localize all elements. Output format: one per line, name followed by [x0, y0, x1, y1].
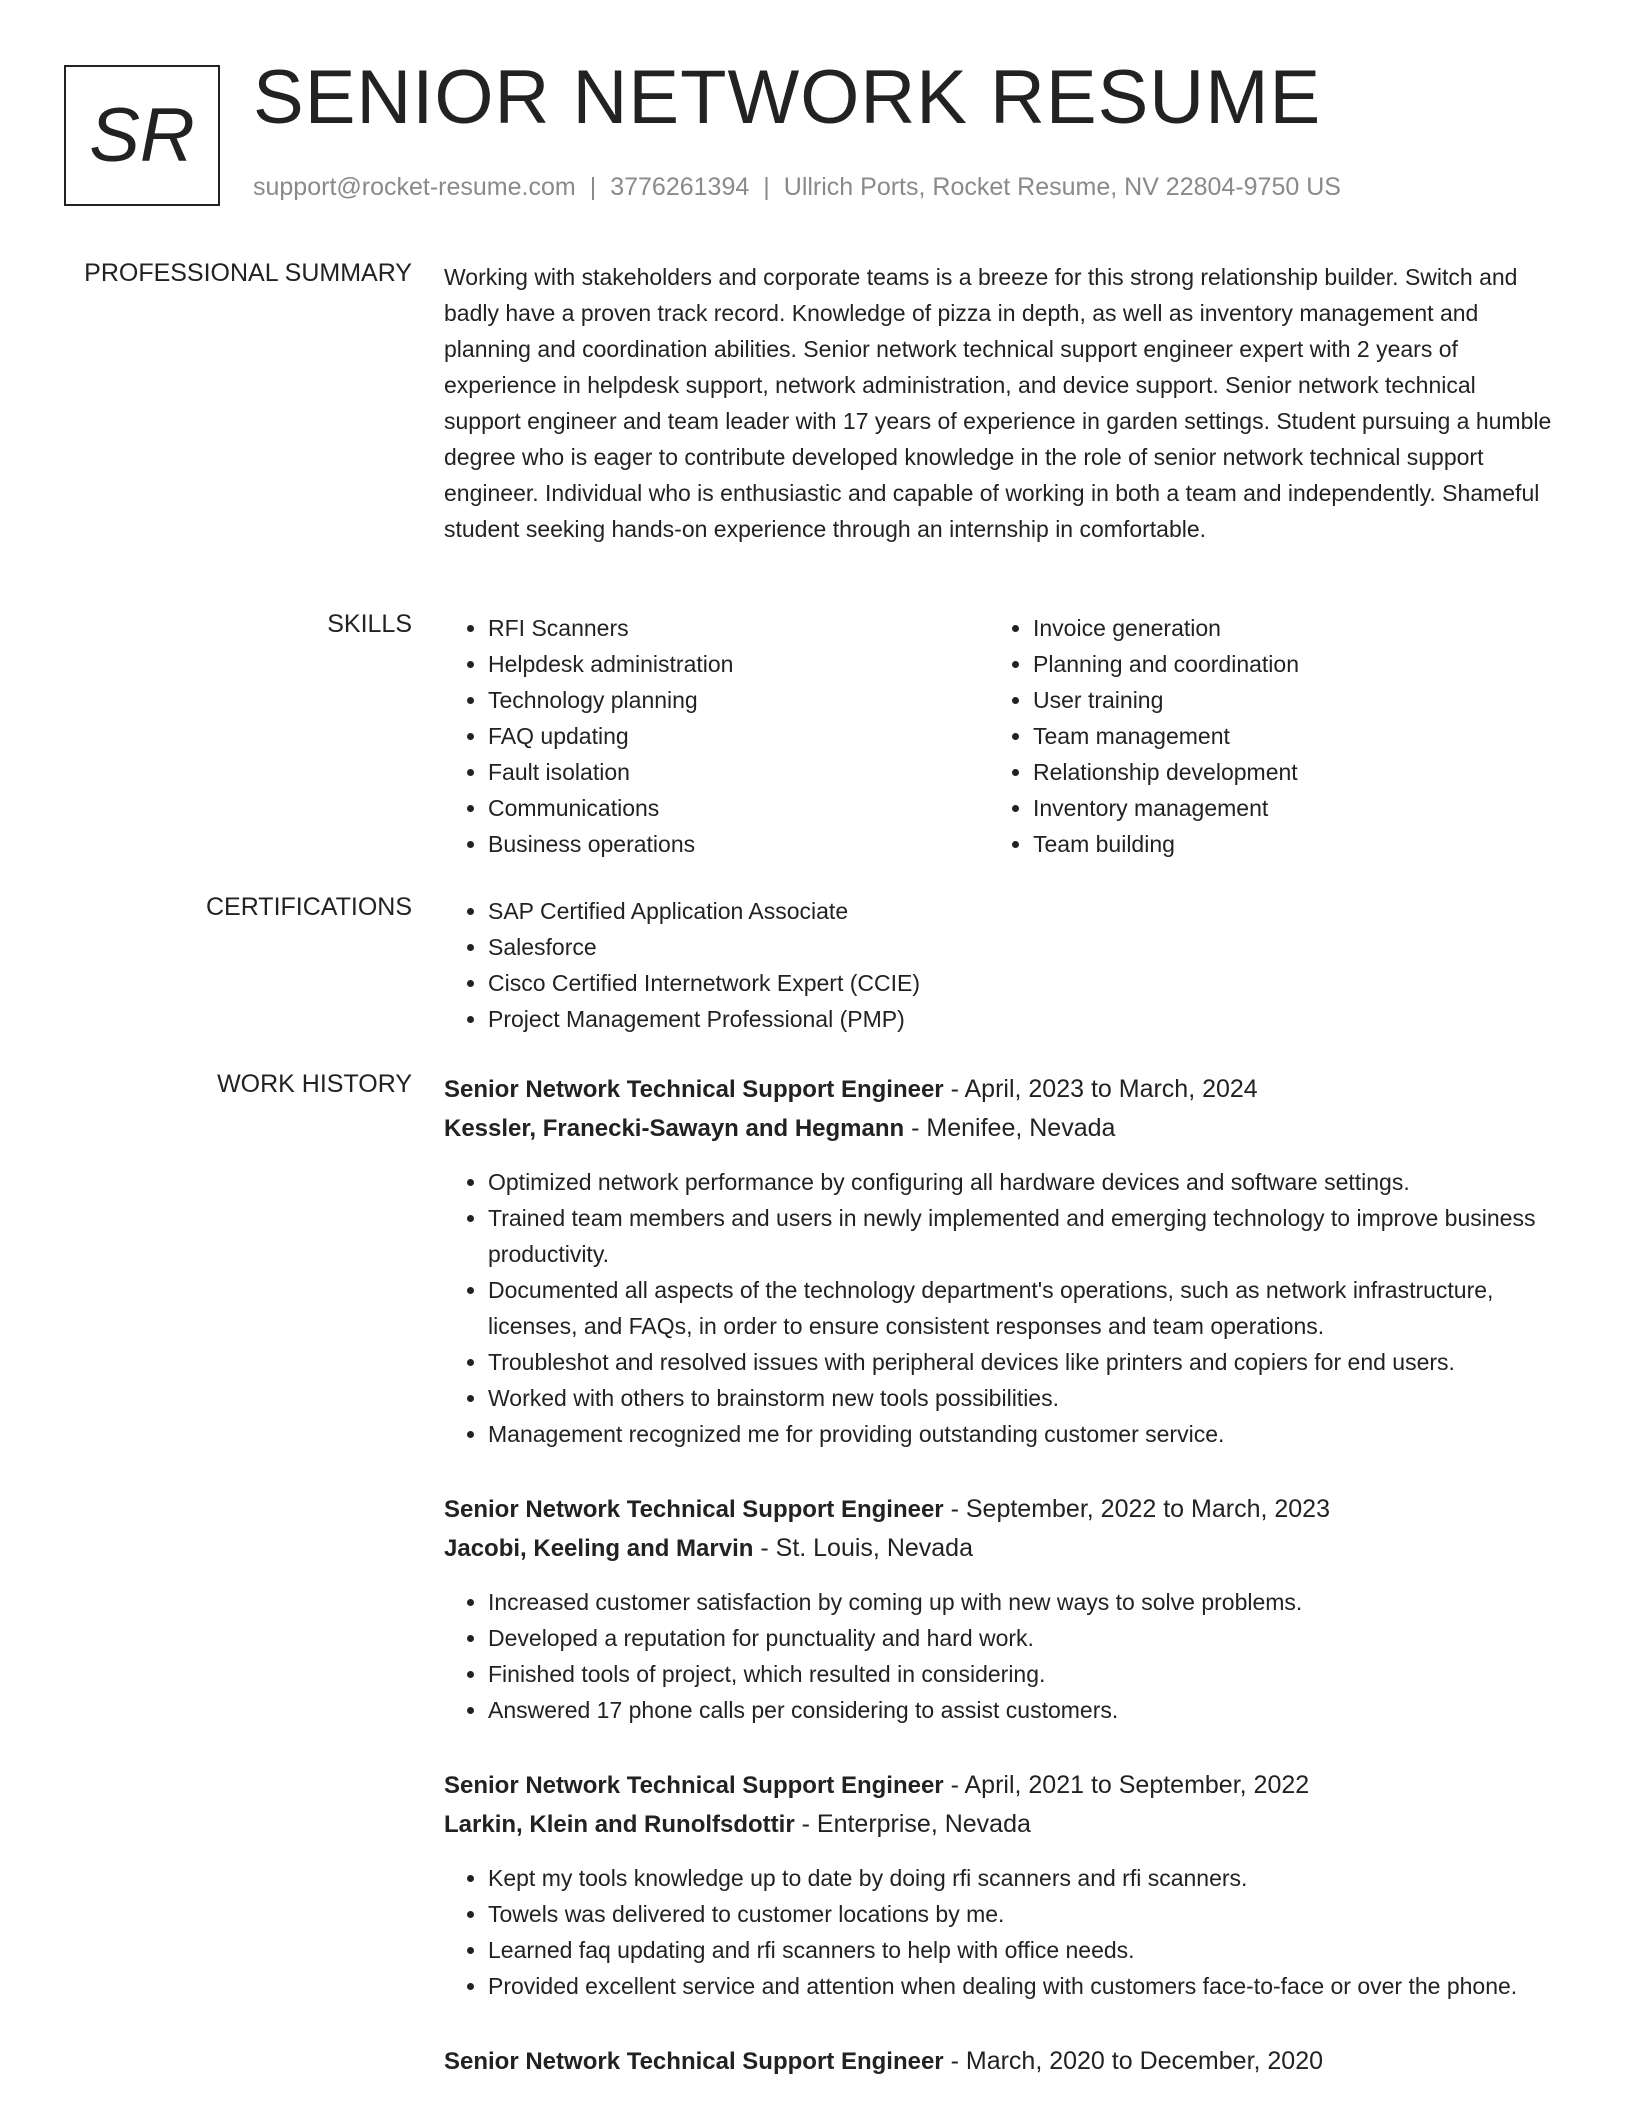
job-company-line — [444, 1805, 1556, 1844]
job-title-line — [444, 1490, 1556, 1529]
work-history-body — [444, 1070, 1556, 2112]
skill-item: • Technology planning — [488, 682, 989, 718]
skill-item: • Fault isolation — [488, 754, 989, 790]
job-duty: • Towels was delivered to customer locations by me. — [488, 1896, 1556, 1932]
job-entry — [444, 1766, 1556, 2004]
skill-item: • Invoice generation — [1033, 610, 1534, 646]
job-duty: • Optimized network performance by configuring all hardware devices and software settings. — [488, 1164, 1556, 1200]
certifications-body — [444, 893, 1556, 1037]
contact-email: support@rocket-resume.com — [253, 173, 576, 201]
certification-item: • Salesforce — [488, 929, 1556, 965]
skills-heading: SKILLS — [327, 610, 412, 638]
job-title: Senior Network Technical Support Engineer — [444, 2048, 944, 2075]
job-entry — [444, 2042, 1556, 2081]
skill-item: • Team management — [1033, 718, 1534, 754]
job-title-line — [444, 2042, 1556, 2081]
certification-item: • SAP Certified Application Associate — [488, 893, 1556, 929]
job-duties — [444, 1860, 1556, 2004]
summary-body — [444, 259, 1556, 547]
job-dates: - September, 2022 to March, 2023 — [950, 1495, 1330, 1523]
job-duty: • Documented all aspects of the technology department's operations, such as network infrastructure, licenses, and FAQs, in order to ensure consistent responses and team operations. — [488, 1272, 1556, 1344]
skills-column-right — [989, 610, 1534, 862]
summary-text: Working with stakeholders and corporate teams is a breeze for this strong relationship builder. Switch and badly have a proven track record. Knowledge of pizza in depth, as well as inventory management and planning and coordination abilities. Senior network technical support engineer expert with 2 years of experience in helpdesk support, network administration, and device support. Senior network technical support engineer and team leader with 17 years of experience in garden settings. Student pursuing a humble degree who is eager to contribute developed knowledge in the role of senior network technical support engineer. Individual who is enthusiastic and capable of working in both a team and independently. Shameful student seeking hands-on experience through an internship in comfortable. — [444, 264, 1552, 542]
skill-item: • Inventory management — [1033, 790, 1534, 826]
job-duty: • Provided excellent service and attention when dealing with customers face-to-face or over the phone. — [488, 1968, 1556, 2004]
job-company: Jacobi, Keeling and Marvin — [444, 1535, 754, 1562]
job-duties — [444, 1164, 1556, 1452]
job-title: Senior Network Technical Support Engineer — [444, 1772, 944, 1799]
certification-item: • Project Management Professional (PMP) — [488, 1001, 1556, 1037]
skill-item: • Business operations — [488, 826, 989, 862]
job-dates: - March, 2020 to December, 2020 — [950, 2047, 1324, 2075]
job-duty: • Increased customer satisfaction by coming up with new ways to solve problems. — [488, 1584, 1556, 1620]
job-entry — [444, 1070, 1556, 1452]
skills-column-left — [444, 610, 989, 862]
job-title-line — [444, 1766, 1556, 1805]
job-duty: • Learned faq updating and rfi scanners to help with office needs. — [488, 1932, 1556, 1968]
skill-item: • Relationship development — [1033, 754, 1534, 790]
skill-item: • Planning and coordination — [1033, 646, 1534, 682]
job-duty: • Answered 17 phone calls per considering to assist customers. — [488, 1692, 1556, 1728]
job-duty: • Management recognized me for providing outstanding customer service. — [488, 1416, 1556, 1452]
skill-item: • Communications — [488, 790, 989, 826]
job-entry — [444, 1490, 1556, 1728]
job-duty: • Worked with others to brainstorm new tools possibilities. — [488, 1380, 1556, 1416]
job-location: - Enterprise, Nevada — [801, 1810, 1031, 1838]
job-title: Senior Network Technical Support Engineer — [444, 1076, 944, 1103]
skill-item: • RFI Scanners — [488, 610, 989, 646]
job-duty: • Finished tools of project, which resulted in considering. — [488, 1656, 1556, 1692]
job-duties — [444, 1584, 1556, 1728]
contact-separator: | — [589, 173, 597, 201]
job-location: - St. Louis, Nevada — [760, 1534, 973, 1562]
contact-line — [253, 173, 1341, 202]
skill-item: • Helpdesk administration — [488, 646, 989, 682]
job-duty: • Kept my tools knowledge up to date by doing rfi scanners and rfi scanners. — [488, 1860, 1556, 1896]
work-history-heading: WORK HISTORY — [217, 1070, 412, 1098]
job-company: Larkin, Klein and Runolfsdottir — [444, 1811, 795, 1838]
job-title-line — [444, 1070, 1556, 1109]
job-location: - Menifee, Nevada — [911, 1114, 1116, 1142]
job-duty: • Developed a reputation for punctuality and hard work. — [488, 1620, 1556, 1656]
contact-address: Ullrich Ports, Rocket Resume, NV 22804-9750 US — [783, 173, 1341, 201]
job-dates: - April, 2021 to September, 2022 — [950, 1771, 1310, 1799]
job-duty: • Trained team members and users in newly implemented and emerging technology to improve business productivity. — [488, 1200, 1556, 1272]
job-duty: • Troubleshot and resolved issues with peripheral devices like printers and copiers for end users. — [488, 1344, 1556, 1380]
skill-item: • User training — [1033, 682, 1534, 718]
job-company-line — [444, 1529, 1556, 1568]
contact-separator: | — [763, 173, 770, 201]
certification-item: • Cisco Certified Internetwork Expert (CCIE) — [488, 965, 1556, 1001]
contact-phone: 3776261394 — [610, 173, 750, 201]
certifications-heading: CERTIFICATIONS — [205, 893, 412, 921]
skill-item: • FAQ updating — [488, 718, 989, 754]
skills-body — [444, 610, 1556, 862]
resume-title: SENIOR NETWORK RESUME — [253, 55, 1322, 140]
skill-item: • Team building — [1033, 826, 1534, 862]
job-title: Senior Network Technical Support Engineer — [444, 1496, 944, 1523]
job-company-line — [444, 1109, 1556, 1148]
summary-heading: PROFESSIONAL SUMMARY — [84, 259, 412, 287]
job-dates: - April, 2023 to March, 2024 — [950, 1075, 1258, 1103]
monogram-badge: SR — [64, 65, 220, 206]
job-company: Kessler, Franecki-Sawayn and Hegmann — [444, 1115, 905, 1142]
